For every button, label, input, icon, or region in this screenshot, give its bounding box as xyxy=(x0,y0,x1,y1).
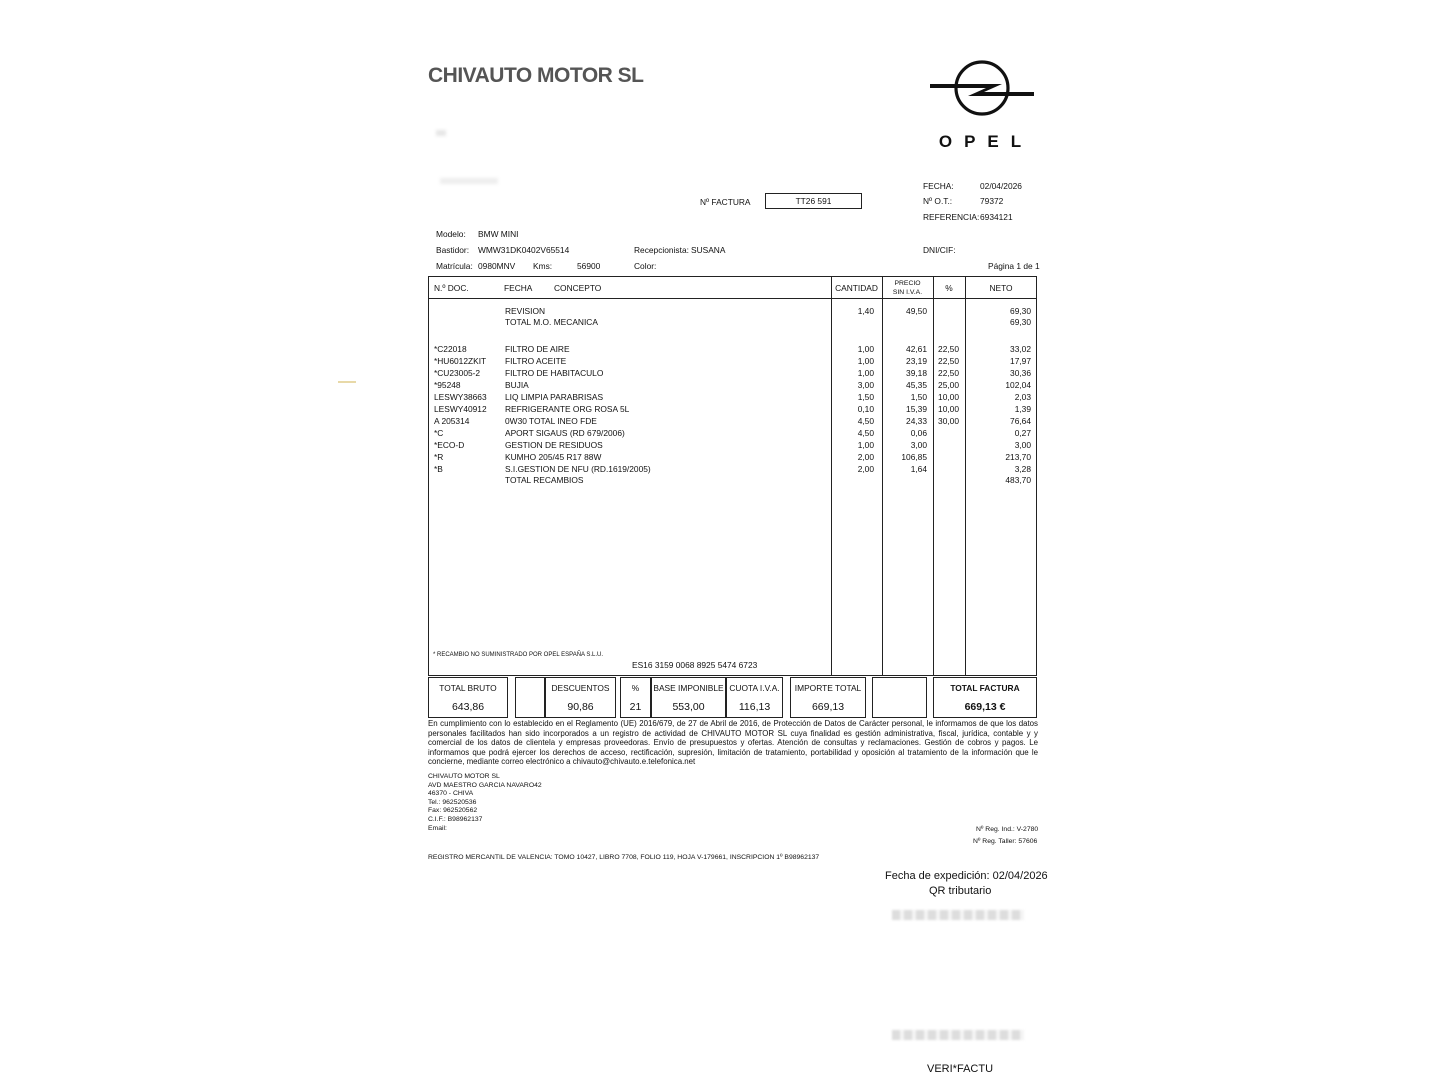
base-imponible-box xyxy=(651,677,726,718)
row-doc: *R xyxy=(434,452,444,462)
row-concepto: FILTRO ACEITE xyxy=(505,356,567,366)
row-concepto: FILTRO DE HABITACULO xyxy=(505,368,604,378)
cuota-iva-value: 116,13 xyxy=(738,701,771,713)
row-neto: 102,04 xyxy=(1005,380,1031,390)
row-neto: 69,30 xyxy=(1010,317,1031,327)
row-precio: 0,06 xyxy=(910,428,927,438)
header-pct: % xyxy=(945,283,953,293)
legal-notice: En cumplimiento con lo establecido en el Reglamento (UE) 2016/679, de 27 de Abril de 2016, de Protección de Datos de Carácter personal, le informamos de que los datos personales facilitados han sido incorporados a un registro de actividad de CHIVAUTO MOTOR SL cuya finalidad es gestión administrativa, fiscal, jurídica, contable y y comercial de los datos de clientela y empresas proveedoras. Envío de presupuestos y ofertas. Atención de consultas y reclamaciones. Gestión de cobros y pagos. Le informamos que podrá ejercer los derechos de acceso, rectificación, supresión, limitación de tratamiento, portabilidad y oposición al tratamiento de la información que le concierne, mediante correo electrónico a chivauto@chivauto.e.telefonica.net xyxy=(428,719,1038,767)
qr-code-blurred xyxy=(892,910,1024,920)
reg-taller: Nº Reg. Taller: 57606 xyxy=(973,838,1038,845)
row-concepto: KUMHO 205/45 R17 88W xyxy=(505,452,602,462)
kms-value: 56900 xyxy=(577,261,601,271)
row-concepto: S.I.GESTION DE NFU (RD.1619/2005) xyxy=(505,464,651,474)
row-cantidad: 2,00 xyxy=(857,464,874,474)
qr-code-blurred xyxy=(892,1030,1024,1040)
cuota-iva-box xyxy=(726,677,783,718)
company-address-block xyxy=(428,773,542,833)
header-fecha: FECHA xyxy=(504,283,533,293)
row-doc: *HU6012ZKIT xyxy=(434,356,487,366)
header-precio-line1: PRECIO xyxy=(894,280,921,287)
dni-label: DNI/CIF: xyxy=(923,245,956,255)
row-precio: 1,50 xyxy=(910,392,927,402)
header-neto: NETO xyxy=(989,283,1013,293)
row-precio: 23,19 xyxy=(906,356,927,366)
row-pct: 22,50 xyxy=(938,368,959,378)
row-doc: LESWY38663 xyxy=(434,392,487,402)
matricula-value: 0980MNV xyxy=(478,261,516,271)
row-cantidad: 1,00 xyxy=(857,368,874,378)
descuentos-value: 90,86 xyxy=(567,701,594,713)
row-concepto: TOTAL M.O. MECANICA xyxy=(505,317,598,327)
row-concepto: TOTAL RECAMBIOS xyxy=(505,475,584,485)
total-bruto-value: 643,86 xyxy=(451,701,485,713)
footer-email: Email: xyxy=(428,824,447,832)
importe-total-box xyxy=(790,677,866,718)
row-pct: 25,00 xyxy=(938,380,959,390)
row-pct: 10,00 xyxy=(938,392,959,402)
row-concepto: APORT SIGAUS (RD 679/2006) xyxy=(505,428,625,438)
row-precio: 49,50 xyxy=(906,306,927,316)
row-precio: 42,61 xyxy=(906,344,927,354)
company-name: CHIVAUTO MOTOR SL xyxy=(428,64,644,87)
total-factura-label: TOTAL FACTURA xyxy=(950,683,1020,693)
row-concepto: BUJIA xyxy=(505,380,529,390)
referencia-value: 6934121 xyxy=(980,212,1013,222)
row-neto: 213,70 xyxy=(1005,452,1031,462)
header-concepto: CONCEPTO xyxy=(554,283,602,293)
row-doc: *CU23005-2 xyxy=(434,368,481,378)
row-concepto: REVISION xyxy=(505,306,546,316)
iban: ES16 3159 0068 8925 5474 6723 xyxy=(632,660,758,670)
modelo-value: BMW MINI xyxy=(478,229,519,239)
fecha-expedicion: Fecha de expedición: 02/04/2026 xyxy=(885,870,1048,882)
row-doc: *C22018 xyxy=(434,344,467,354)
header-precio xyxy=(882,280,933,297)
row-cantidad: 0,10 xyxy=(857,404,874,414)
recepcionista-label: Recepcionista: xyxy=(634,245,689,255)
row-doc: *ECO-D xyxy=(434,440,465,450)
row-precio: 106,85 xyxy=(901,452,927,462)
table-header-divider xyxy=(428,298,1037,299)
matricula-label: Matrícula: xyxy=(436,261,473,271)
row-neto: 1,39 xyxy=(1014,404,1031,414)
footer-cif: C.I.F.: B98962137 xyxy=(428,815,483,823)
descuentos-label: DESCUENTOS xyxy=(551,683,610,693)
brand-wordmark: OPEL xyxy=(938,132,1034,151)
col-divider xyxy=(831,276,832,676)
row-neto: 33,02 xyxy=(1010,344,1031,354)
total-bruto-label: TOTAL BRUTO xyxy=(439,683,497,693)
row-neto: 0,27 xyxy=(1014,428,1031,438)
invoice-number-box xyxy=(765,193,862,209)
row-neto: 30,36 xyxy=(1010,368,1031,378)
col-divider xyxy=(933,276,934,676)
fecha-value: 02/04/2026 xyxy=(980,181,1022,191)
total-factura-box xyxy=(933,677,1037,718)
row-cantidad: 1,00 xyxy=(857,440,874,450)
descuentos-box xyxy=(545,677,616,718)
footer-city: 46370 - CHIVA xyxy=(428,790,474,798)
importe-total-label: IMPORTE TOTAL xyxy=(794,683,862,693)
base-imponible-label: BASE IMPONIBLE xyxy=(653,683,724,693)
invoice-number-label: Nº FACTURA xyxy=(700,197,751,207)
row-precio: 24,33 xyxy=(906,416,927,426)
row-concepto: LIQ LIMPIA PARABRISAS xyxy=(505,392,604,402)
row-cantidad: 3,00 xyxy=(857,380,874,390)
opel-logo xyxy=(928,58,1036,154)
row-precio: 3,00 xyxy=(910,440,927,450)
empty-box xyxy=(515,677,545,718)
invoice-number: TT26 591 xyxy=(795,196,832,206)
row-concepto: REFRIGERANTE ORG ROSA 5L xyxy=(505,404,630,414)
row-doc: A 205314 xyxy=(434,416,470,426)
row-precio: 1,64 xyxy=(910,464,927,474)
row-precio: 39,18 xyxy=(906,368,927,378)
footer-tel: Tel.: 962520536 xyxy=(428,798,477,806)
ot-label: Nº O.T.: xyxy=(923,196,953,206)
row-doc: *C xyxy=(434,428,444,438)
footer-address: AVD MAESTRO GARCIA NAVARO42 xyxy=(428,781,542,789)
qr-label: QR tributario xyxy=(929,885,992,897)
bastidor-value: WMW31DK0402V65514 xyxy=(478,245,570,255)
row-concepto: FILTRO DE AIRE xyxy=(505,344,570,354)
empty-box xyxy=(872,677,927,718)
row-cantidad: 1,00 xyxy=(857,344,874,354)
row-cantidad: 1,40 xyxy=(857,306,874,316)
row-concepto: 0W30 TOTAL INEO FDE xyxy=(505,416,597,426)
footer-fax: Fax: 962520562 xyxy=(428,807,478,815)
row-neto: 69,30 xyxy=(1010,306,1031,316)
bastidor-label: Bastidor: xyxy=(436,245,470,255)
row-neto: 17,97 xyxy=(1010,356,1031,366)
importe-total-value: 669,13 xyxy=(811,701,845,713)
iva-pct-label: % xyxy=(631,683,640,693)
page-number: Página 1 de 1 xyxy=(988,261,1040,271)
row-pct: 22,50 xyxy=(938,356,959,366)
row-neto: 2,03 xyxy=(1014,392,1031,402)
row-pct: 30,00 xyxy=(938,416,959,426)
blurred-client-text xyxy=(436,130,446,136)
kms-label: Kms: xyxy=(533,261,553,271)
header-doc: N.º DOC. xyxy=(434,283,469,293)
base-imponible-value: 553,00 xyxy=(672,701,705,713)
iva-pct-value: 21 xyxy=(629,701,642,713)
row-neto: 483,70 xyxy=(1005,475,1031,485)
cuota-iva-label: CUOTA I.V.A. xyxy=(729,683,780,693)
row-cantidad: 2,00 xyxy=(857,452,874,462)
row-precio: 15,39 xyxy=(906,404,927,414)
verifactu-label: VERI*FACTU xyxy=(927,1063,994,1075)
color-label: Color: xyxy=(634,261,657,271)
footnote: * RECAMBIO NO SUMINISTRADO POR OPEL ESPAÑA S.L.U. xyxy=(433,652,604,658)
row-neto: 76,64 xyxy=(1010,416,1031,426)
col-divider xyxy=(882,276,883,676)
row-cantidad: 4,50 xyxy=(857,416,874,426)
row-doc: LESWY40912 xyxy=(434,404,487,414)
iva-pct-box xyxy=(620,677,651,718)
row-cantidad: 1,00 xyxy=(857,356,874,366)
ot-value: 79372 xyxy=(980,196,1004,206)
fecha-label: FECHA: xyxy=(923,181,954,191)
row-doc: *B xyxy=(434,464,443,474)
referencia-label: REFERENCIA: xyxy=(923,212,980,222)
row-concepto: GESTION DE RESIDUOS xyxy=(505,440,603,450)
row-pct: 10,00 xyxy=(938,404,959,414)
header-cantidad: CANTIDAD xyxy=(835,283,878,293)
header-precio-line2: SIN I.V.A. xyxy=(892,288,923,296)
total-factura-value: 669,13 € xyxy=(964,701,1006,713)
reg-industrial: Nº Reg. Ind.: V-2780 xyxy=(976,826,1039,833)
blurred-client-text xyxy=(440,178,498,184)
row-neto: 3,00 xyxy=(1014,440,1031,450)
row-cantidad: 1,50 xyxy=(857,392,874,402)
total-bruto-box xyxy=(428,677,508,718)
row-doc: *95248 xyxy=(434,380,461,390)
row-pct: 22,50 xyxy=(938,344,959,354)
row-neto: 3,28 xyxy=(1014,464,1031,474)
stray-mark xyxy=(338,381,356,383)
row-precio: 45,35 xyxy=(906,380,927,390)
registro-mercantil: REGISTRO MERCANTIL DE VALENCIA: TOMO 10427, LIBRO 7708, FOLIO 119, HOJA V-179661, INSCRIPCION 1º B98962137 xyxy=(428,854,820,861)
modelo-label: Modelo: xyxy=(436,229,466,239)
recepcionista-value: SUSANA xyxy=(691,245,726,255)
footer-company-name: CHIVAUTO MOTOR SL xyxy=(428,773,500,780)
row-cantidad: 4,50 xyxy=(857,428,874,438)
